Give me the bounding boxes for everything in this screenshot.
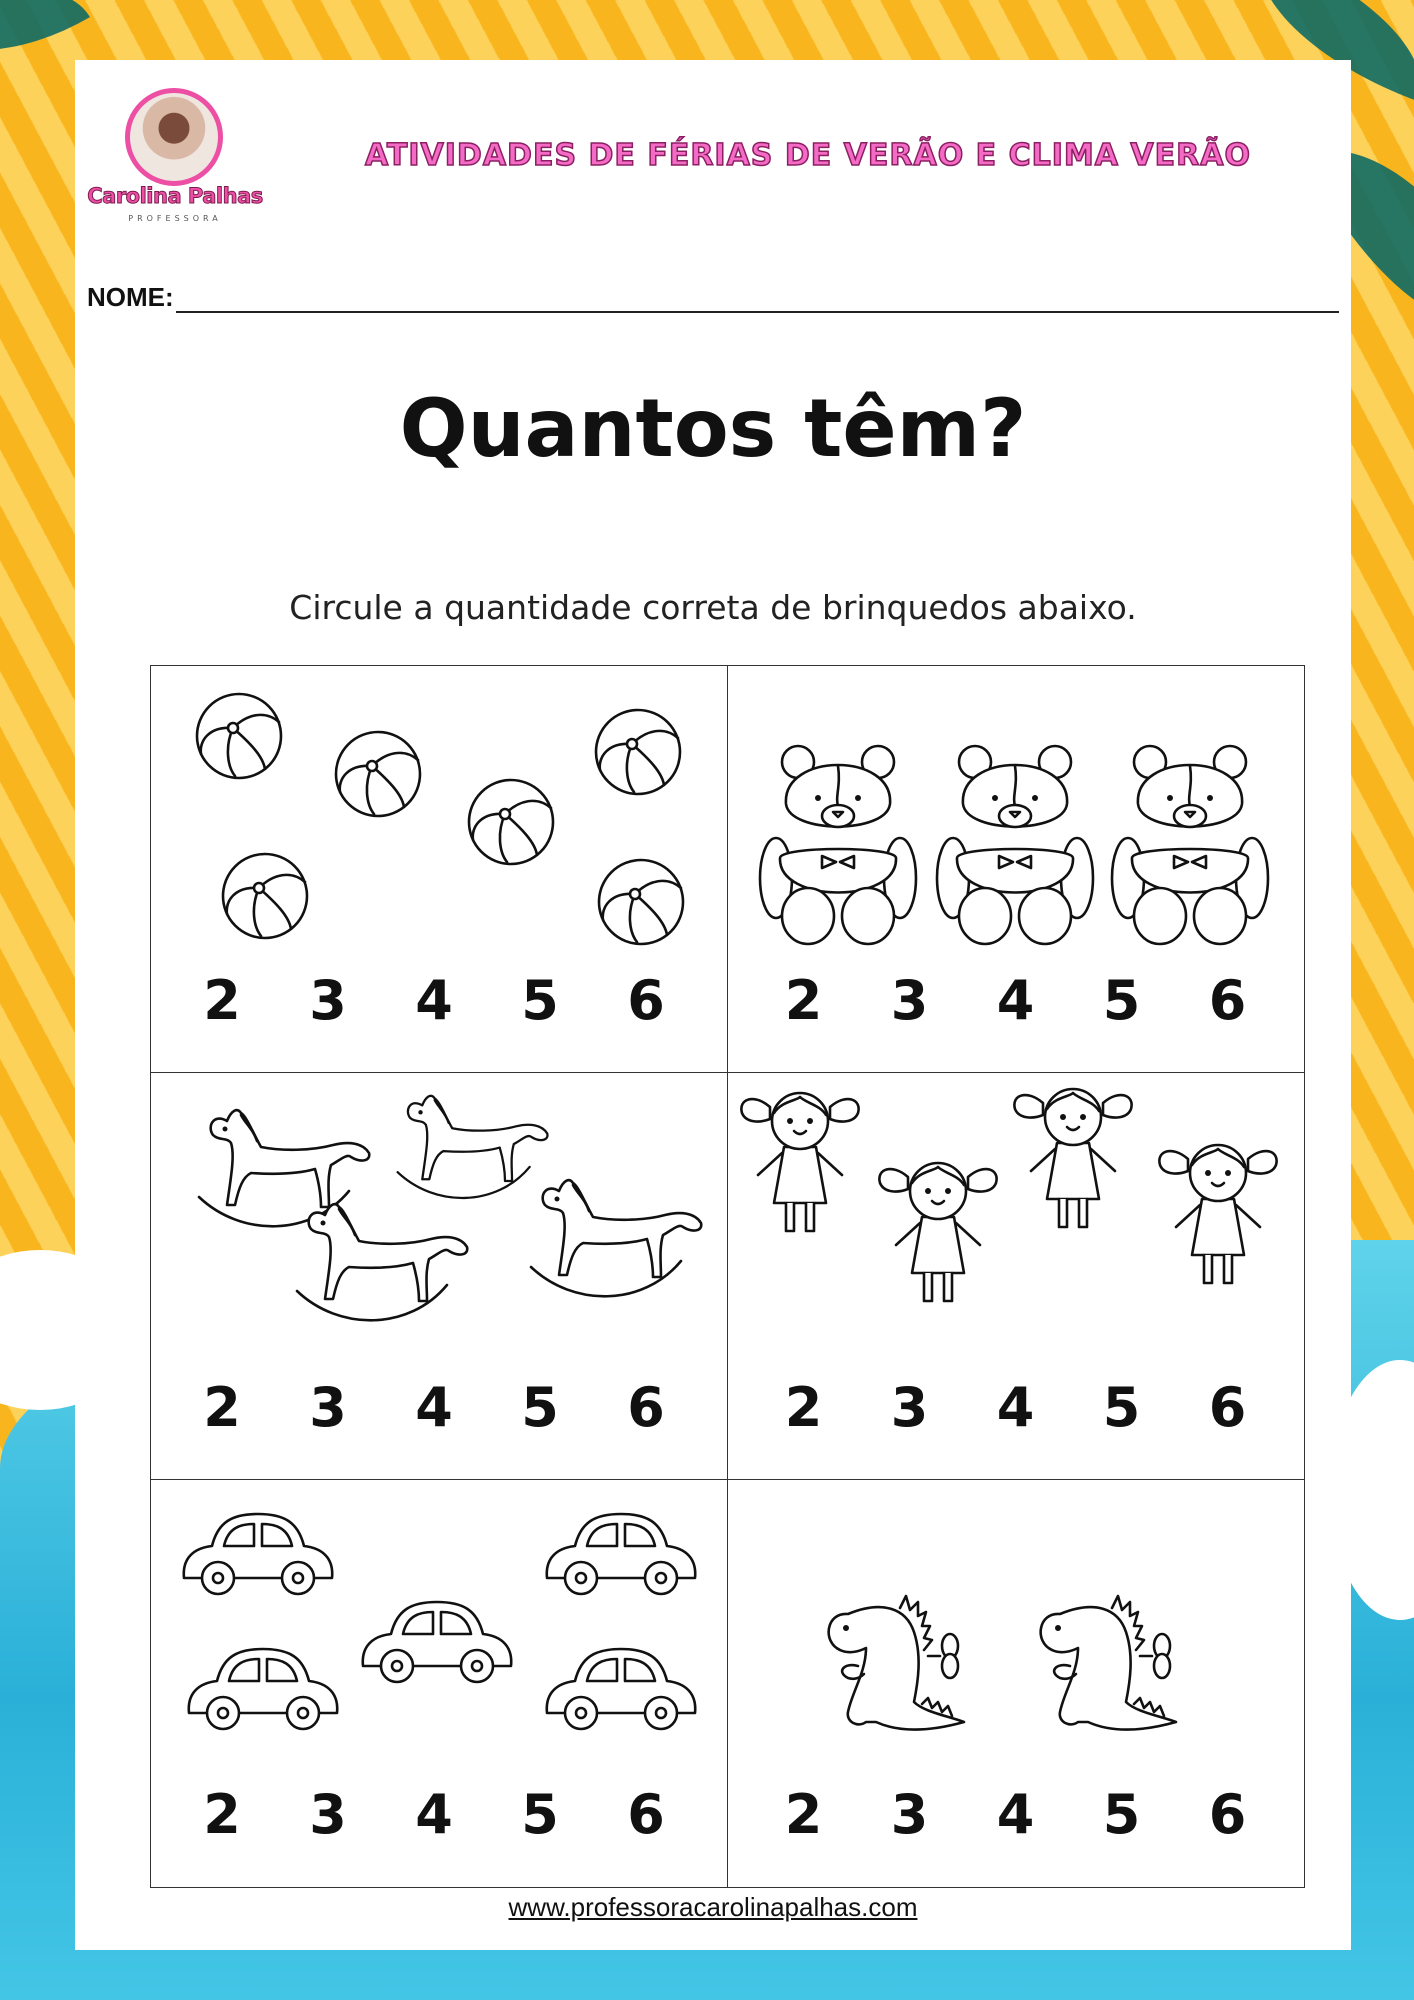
doll-icon: [741, 1093, 858, 1231]
doll-icon: [1014, 1089, 1131, 1227]
option-number[interactable]: 6: [1208, 1376, 1247, 1439]
beach-ball-icon: [596, 710, 680, 794]
option-number[interactable]: 2: [203, 1783, 241, 1846]
option-number[interactable]: 3: [309, 1376, 347, 1439]
option-number[interactable]: 5: [521, 1376, 559, 1439]
option-number[interactable]: 4: [415, 1783, 453, 1846]
name-field[interactable]: [87, 282, 1339, 313]
beach-ball-icon: [197, 694, 281, 778]
option-number[interactable]: 5: [1102, 1376, 1141, 1439]
teddy-bear-icon: [937, 746, 1093, 944]
toy-car-icon: [363, 1602, 511, 1682]
page-title: Quantos têm?: [399, 382, 1027, 475]
doll-icon: [1159, 1145, 1276, 1283]
beach-ball-icon: [223, 854, 307, 938]
option-number[interactable]: 2: [784, 969, 823, 1032]
option-number[interactable]: 4: [996, 1376, 1035, 1439]
option-number[interactable]: 3: [890, 1376, 929, 1439]
option-number[interactable]: 3: [890, 1783, 929, 1846]
option-number[interactable]: 2: [203, 1376, 241, 1439]
logo-name: Carolina Palhas: [87, 184, 263, 208]
name-label: NOME:: [87, 282, 174, 312]
cell-dinosaurs: [728, 1480, 1305, 1887]
option-number[interactable]: 3: [890, 969, 929, 1032]
option-number[interactable]: 4: [415, 1376, 453, 1439]
teddy-bears-illustration: [728, 666, 1305, 976]
option-number[interactable]: 5: [521, 969, 559, 1032]
doll-icon: [879, 1163, 996, 1301]
rocking-horse-icon: [297, 1204, 467, 1320]
instruction-text: Circule a quantidade correta de brinquedos abaixo.: [289, 588, 1137, 627]
rocking-horse-icon: [199, 1110, 369, 1226]
option-number[interactable]: 5: [521, 1783, 559, 1846]
option-number[interactable]: 3: [309, 1783, 347, 1846]
cell-rocking-horses: [151, 1073, 728, 1480]
option-number[interactable]: 2: [203, 969, 241, 1032]
teddy-bear-icon: [1112, 746, 1268, 944]
option-number[interactable]: 6: [627, 1376, 665, 1439]
option-number[interactable]: 6: [1208, 1783, 1247, 1846]
option-number[interactable]: 5: [1102, 1783, 1141, 1846]
beach-ball-icon: [469, 780, 553, 864]
rocking-horse-icon: [531, 1180, 701, 1296]
option-number[interactable]: 6: [1208, 969, 1247, 1032]
option-number[interactable]: 6: [627, 1783, 665, 1846]
cell-teddy-bears: [728, 666, 1305, 1073]
toy-car-icon: [547, 1649, 695, 1729]
option-number[interactable]: 6: [627, 969, 665, 1032]
beach-ball-icon: [336, 732, 420, 816]
logo-role: PROFESSORA: [128, 214, 222, 223]
teddy-bear-icon: [760, 746, 916, 944]
option-number[interactable]: 5: [1102, 969, 1141, 1032]
option-number[interactable]: 4: [415, 969, 453, 1032]
cell-dolls: [728, 1073, 1305, 1480]
beach-balls-illustration: [151, 666, 728, 976]
option-number[interactable]: 4: [996, 969, 1035, 1032]
option-number[interactable]: 2: [784, 1376, 823, 1439]
option-number[interactable]: 3: [309, 969, 347, 1032]
dinosaurs-illustration: [728, 1480, 1305, 1790]
logo: [85, 88, 265, 238]
worksheet: [75, 60, 1351, 1950]
wind-up-dinosaur-icon: [1040, 1596, 1175, 1730]
toy-car-icon: [547, 1514, 695, 1594]
rocking-horses-illustration: [151, 1073, 728, 1383]
cell-beach-balls: [151, 666, 728, 1073]
website-link[interactable]: www.professoracarolinapalhas.com: [508, 1892, 918, 1922]
dolls-illustration: [728, 1073, 1305, 1383]
toy-car-icon: [184, 1514, 332, 1594]
cell-toy-cars: [151, 1480, 728, 1887]
toy-cars-illustration: [151, 1480, 728, 1790]
counting-grid: [150, 665, 1305, 1888]
option-number[interactable]: 2: [784, 1783, 823, 1846]
beach-ball-icon: [599, 860, 683, 944]
toy-car-icon: [189, 1649, 337, 1729]
name-input-line[interactable]: [176, 289, 1339, 313]
rocking-horse-icon: [398, 1096, 548, 1198]
avatar: [125, 88, 223, 186]
wind-up-dinosaur-icon: [828, 1596, 963, 1730]
header-title: ATIVIDADES DE FÉRIAS DE VERÃO E CLIMA VERÃO: [365, 138, 1251, 173]
option-number[interactable]: 4: [996, 1783, 1035, 1846]
